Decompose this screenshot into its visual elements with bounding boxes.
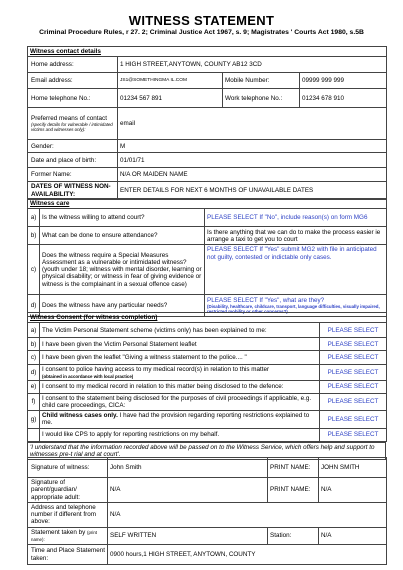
mobile-label: Mobile Number:: [223, 73, 300, 89]
consent-select[interactable]: PLEASE SELECT: [320, 351, 387, 365]
time-place-label: Time and Place Statement taken:: [28, 545, 108, 565]
care-question: Does the witness require a Special Measures Assessment as a vulnerable or intimidated witness? (youth under 18; witness with mental disorder, learning or physical disability; or witness in fear of giving evidence or witness is the complainant in a sexual offence case): [40, 245, 205, 295]
care-section-heading: Witness care: [28, 199, 387, 209]
witness-consent-table: [27, 312, 387, 442]
consent-text: I have been given the leaflet "Giving a witness statement to the police.... ": [40, 351, 320, 365]
pref-contact-cell: [28, 108, 118, 140]
home-tel-field[interactable]: 01234 567 891: [118, 89, 223, 108]
consent-row-num: c): [28, 351, 40, 365]
gender-label: Gender:: [28, 140, 118, 153]
consent-select[interactable]: PLEASE SELECT: [320, 428, 387, 441]
consent-select[interactable]: PLEASE SELECT: [320, 393, 387, 410]
witness-care-table: [27, 198, 387, 317]
non-availability-label: DATES OF WITNESS NON-AVAILABILITY:: [28, 182, 118, 199]
understanding-text: 'I understand that the information recorded above will be passed on to the Witness Service, which offers help and support to witnesses pre-t rial and at court'.: [28, 443, 386, 460]
sig-witness-label: Signature of witness:: [28, 458, 108, 478]
care-row-num: d): [28, 295, 40, 317]
pref-contact-note: (specify details for vulnerable / intimidated victims and witnesses only):: [31, 122, 113, 133]
station-label: Station:: [268, 527, 319, 544]
email-label: Email address:: [28, 73, 118, 89]
care-row-num: c): [28, 245, 40, 295]
taken-by-field[interactable]: SELF WRITTEN: [108, 527, 268, 544]
address-label: Address and telephone number if different from above:: [28, 503, 108, 528]
consent-text: I would like CPS to apply for reporting restrictions on my behalf.: [40, 428, 320, 441]
consent-text: I have been given the Victim Personal Statement leaflet: [40, 338, 320, 351]
dob-label: Date and place of birth:: [28, 153, 118, 168]
consent-row-num: d): [28, 365, 40, 380]
consent-text-cell: [40, 365, 320, 380]
consent-row-num: f): [28, 393, 40, 410]
taken-by-label: Statement taken by: [31, 528, 86, 536]
signature-table: [27, 457, 387, 565]
taken-by-label-cell: [28, 527, 108, 544]
consent-text: I consent to my medical record in relation to this matter being disclosed to the defence:: [40, 380, 320, 393]
care-answer-select[interactable]: PLEASE SELECT If "Yes" submit MG2 with file in anticipated not guilty, contested or indictable only cases.: [205, 245, 387, 295]
work-tel-label: Work telephone No.:: [223, 89, 300, 108]
station-field[interactable]: N/A: [319, 527, 387, 544]
pref-contact-field[interactable]: email: [118, 108, 387, 140]
care-row-num: b): [28, 227, 40, 245]
document-subtitle: Criminal Procedure Rules, r 27. 2; Criminal Justice Act 1967, s. 9; Magistrates ' Courts Act 1980, s.5B: [39, 29, 364, 36]
consent-select[interactable]: PLEASE SELECT: [320, 380, 387, 393]
consent-row-num: g): [28, 411, 40, 428]
sig-witness-field[interactable]: John Smith: [108, 458, 268, 478]
consent-section-heading: Witness Consent (for witness completion): [28, 313, 387, 323]
home-address-label: Home address:: [28, 57, 118, 73]
dob-field[interactable]: 01/01/71: [118, 153, 387, 168]
home-address-field[interactable]: 1 HIGH STREET,ANYTOWN, COUNTY AB12 3CD: [118, 57, 387, 73]
consent-text: I have had the provision regarding reporting restrictions explained to me.: [42, 412, 310, 427]
print-name-label: PRINT NAME:: [268, 458, 319, 478]
care-question: What can be done to ensure attendance?: [40, 227, 205, 245]
non-availability-field[interactable]: ENTER DETAILS FOR NEXT 6 MONTHS OF UNAVAILABLE DATES: [118, 182, 387, 199]
care-answer-field[interactable]: Is there anything that we can do to make the process easier ie arrange a taxi to get you to court: [205, 227, 387, 245]
former-name-label: Former Name:: [28, 168, 118, 182]
care-answer-select[interactable]: PLEASE SELECT If "No", include reason(s) on form MG6: [205, 209, 387, 227]
document-title: WITNESS STATEMENT: [128, 13, 275, 28]
consent-row-num: a): [28, 323, 40, 338]
consent-select[interactable]: PLEASE SELECT: [320, 323, 387, 338]
care-answer-select[interactable]: PLEASE SELECT If "Yes", what are they?: [207, 297, 325, 305]
taken-by-note: (print name):: [31, 529, 98, 542]
former-name-field[interactable]: N/A OR MAIDEN NAME: [118, 168, 387, 182]
email-field[interactable]: JS1@SOMETHINGMA IL.COM: [118, 73, 223, 89]
contact-section-heading: Witness contact details: [28, 47, 387, 57]
mobile-field[interactable]: 09999 999 999: [300, 73, 387, 89]
home-tel-label: Home telephone No.:: [28, 89, 118, 108]
consent-text: I consent to police having access to my medical record(s) in relation to this matter: [42, 366, 270, 374]
gender-field[interactable]: M: [118, 140, 387, 153]
care-question: Is the witness willing to attend court?: [40, 209, 205, 227]
pref-contact-label: Preferred means of contact: [31, 115, 107, 123]
consent-row-num: [28, 428, 40, 441]
consent-select[interactable]: PLEASE SELECT: [320, 338, 387, 351]
work-tel-field[interactable]: 01234 678 910: [300, 89, 387, 108]
print-name-label: PRINT NAME:: [268, 478, 319, 503]
consent-row-num: b): [28, 338, 40, 351]
sig-parent-field[interactable]: N/A: [108, 478, 268, 503]
consent-text: The Victim Personal Statement scheme (victims only) has been explained to me:: [40, 323, 320, 338]
care-answer-note: (Disability, healthcare, childcare, transport, language difficulties, visually impaired, restricted mobility or other concerns?): [207, 304, 380, 315]
time-place-field[interactable]: 0900 hours,1 HIGH STREET, ANYTOWN, COUNTY: [108, 545, 387, 565]
consent-text-cell: [40, 411, 320, 428]
care-question: Does the witness have any particular needs?: [40, 295, 205, 317]
consent-select[interactable]: PLEASE SELECT: [320, 365, 387, 380]
print-name-field[interactable]: JOHN SMITH: [319, 458, 387, 478]
contact-details-table: [27, 46, 387, 200]
consent-bold-text: Child witness cases only.: [42, 412, 118, 420]
consent-text: I consent to the statement being disclosed for the purposes of civil proceedings if applicable, e.g. child care proceedings, CICA:: [40, 393, 320, 410]
consent-note: (obtained in accordance with local practice): [42, 373, 134, 379]
print-name-field[interactable]: N/A: [319, 478, 387, 503]
care-row-num: a): [28, 209, 40, 227]
consent-select[interactable]: PLEASE SELECT: [320, 411, 387, 428]
consent-row-num: e): [28, 380, 40, 393]
sig-parent-label: Signature of parent/guardian/ appropriate adult:: [28, 478, 108, 503]
address-field[interactable]: N/A: [108, 503, 387, 528]
